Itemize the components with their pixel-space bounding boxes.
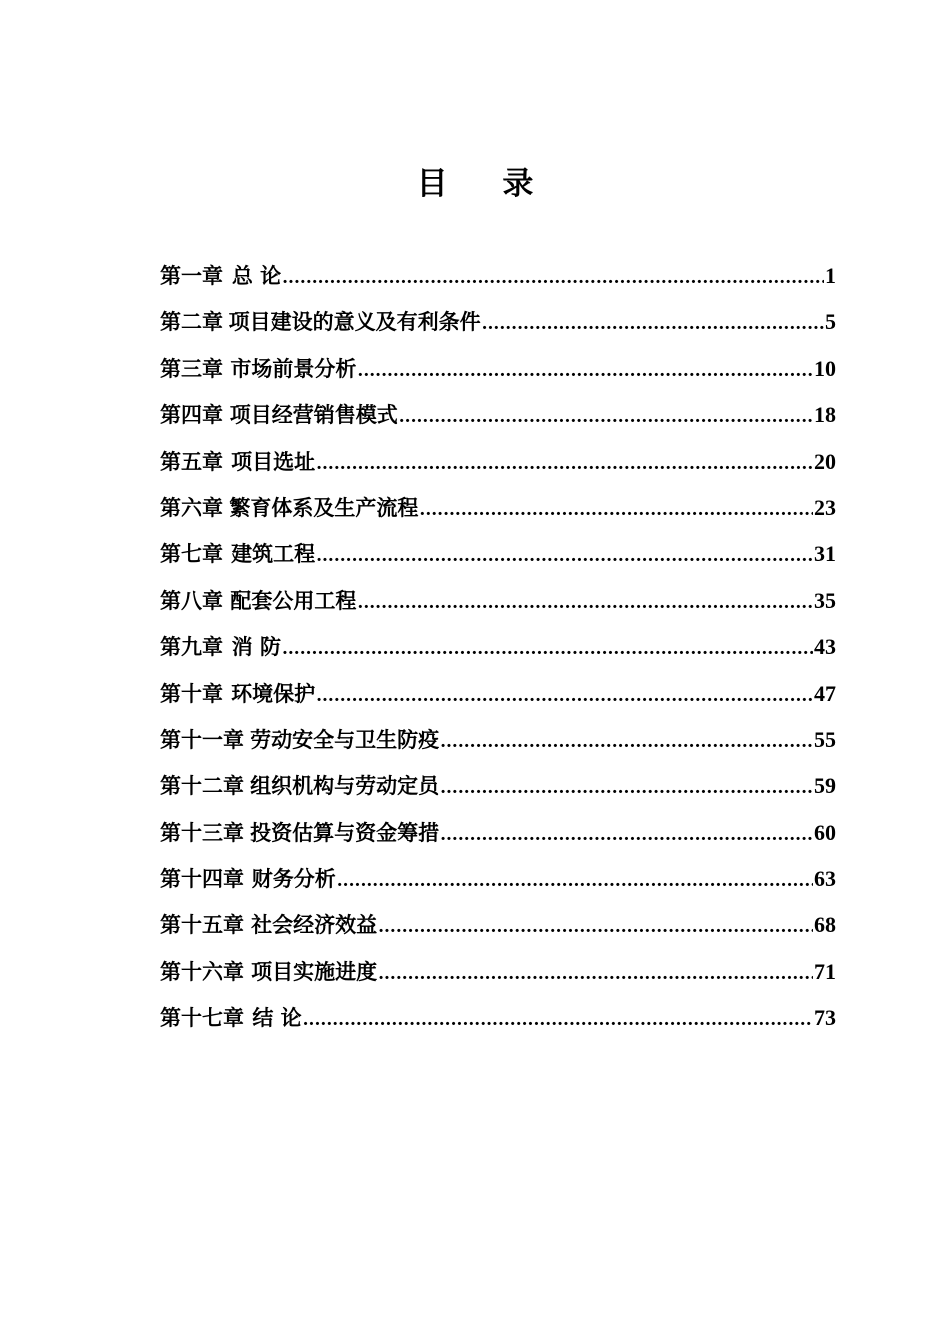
dot-leader [282,260,824,296]
page-number: 59 [814,773,836,799]
page-number: 10 [814,355,836,381]
page-number: 18 [814,402,836,428]
page-number: 60 [814,819,836,845]
page-number: 68 [814,912,836,938]
page-number: 35 [814,587,836,613]
chapter-title: 项目经营销售模式 [229,402,398,428]
chapter-title: 配套公用工程 [230,587,357,613]
page-number: 47 [814,680,836,706]
dot-leader [357,353,813,389]
chapter-number: 第四章 [160,402,223,428]
dot-leader [482,306,824,342]
chapter-number: 第十三章 [160,819,244,845]
chapter-number: 第七章 [160,541,223,567]
page-number: 20 [814,448,836,474]
toc-entry-15[interactable] [160,907,836,953]
toc-entry-9[interactable] [160,629,836,675]
dot-leader [378,956,813,992]
dot-leader [357,585,813,621]
toc-entry-10[interactable] [160,676,836,722]
page-number: 5 [825,309,836,335]
toc-entry-14[interactable] [160,861,836,907]
chapter-number: 第三章 [160,355,223,381]
chapter-title: 市场前景分析 [230,355,357,381]
chapter-number: 第十章 [160,680,223,706]
toc-entry-11[interactable] [160,722,836,768]
chapter-number: 第一章 [160,263,223,288]
page-number: 63 [814,866,836,892]
toc-entry-5[interactable] [160,444,836,490]
toc-entry-1[interactable] [160,258,836,304]
toc-entry-8[interactable] [160,583,836,629]
page-number: 73 [814,1005,836,1031]
dot-leader [419,492,813,528]
page-number: 55 [814,726,836,752]
dot-leader [337,863,813,899]
toc-entry-7[interactable] [160,536,836,582]
chapter-title: 总 论 [231,263,282,288]
chapter-title: 繁育体系及生产流程 [229,494,419,520]
chapter-number: 第九章 [160,634,223,660]
page-number: 71 [814,958,836,984]
dot-leader [399,399,813,435]
chapter-number: 第十五章 [160,912,244,938]
chapter-title: 劳动安全与卫生防疫 [250,726,440,752]
chapter-title: 财务分析 [251,866,336,892]
toc-entry-2[interactable] [160,304,836,350]
toc-entry-17[interactable] [160,1000,836,1046]
chapter-title: 结 论 [252,1005,302,1031]
dot-leader [316,446,813,482]
chapter-title: 项目实施进度 [251,958,378,984]
chapter-title: 项目选址 [231,448,316,474]
chapter-number: 第十二章 [160,773,244,799]
chapter-title: 投资估算与资金筹措 [250,819,440,845]
chapter-title: 建筑工程 [231,541,316,567]
dot-leader [316,678,813,714]
toc-entry-3[interactable] [160,351,836,397]
toc-entry-4[interactable] [160,397,836,443]
chapter-number: 第十六章 [160,958,244,984]
toc-entry-13[interactable] [160,815,836,861]
dot-leader [440,770,813,806]
chapter-number: 第十七章 [160,1005,244,1031]
page-number: 1 [825,263,836,288]
dot-leader [282,631,813,667]
dot-leader [303,1002,813,1038]
page-number: 31 [814,541,836,567]
page-number: 23 [814,494,836,520]
toc-entry-12[interactable] [160,768,836,814]
chapter-number: 第六章 [160,494,223,520]
toc-entry-16[interactable] [160,954,836,1000]
page-number: 43 [814,634,836,660]
dot-leader [440,817,813,853]
dot-leader [440,724,813,760]
dot-leader [378,909,813,945]
chapter-title: 社会经济效益 [251,912,378,938]
chapter-number: 第十四章 [160,866,244,892]
chapter-title: 消 防 [231,634,281,660]
chapter-title: 环境保护 [231,680,316,706]
chapter-number: 第二章 [160,309,223,335]
chapter-title: 组织机构与劳动定员 [250,773,440,799]
toc-title: 目 录 [416,166,556,202]
toc-entry-6[interactable] [160,490,836,536]
chapter-title: 项目建设的意义及有利条件 [228,309,481,335]
table-of-contents [160,258,836,1047]
chapter-number: 第八章 [160,587,223,613]
dot-leader [316,538,813,574]
chapter-number: 第五章 [160,448,223,474]
chapter-number: 第十一章 [160,726,244,752]
